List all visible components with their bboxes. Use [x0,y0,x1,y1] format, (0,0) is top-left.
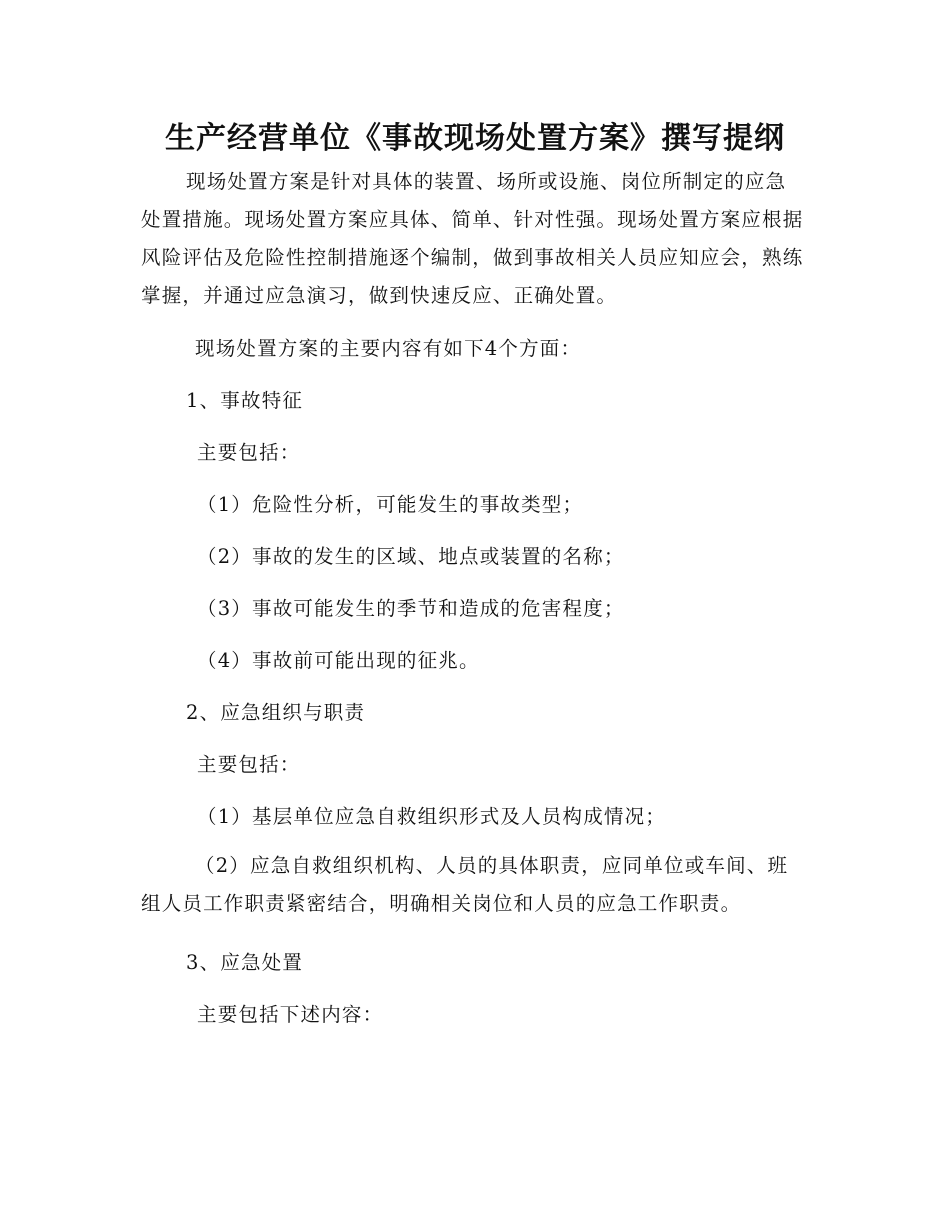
section2-item-1: （1）基层单位应急自救组织形式及人员构成情况； [197,805,667,828]
document-title: 生产经营单位《事故现场处置方案》撰写提纲 [165,121,785,156]
section3-heading: 3、应急处置 [186,951,304,974]
section2-lead: 主要包括： [197,753,301,776]
section1-item-1: （1）危险性分析，可能发生的事故类型； [197,493,584,516]
section2-heading: 2、应急组织与职责 [186,701,366,724]
overview-text: 现场处置方案的主要内容有如下4个方面： [195,337,582,360]
section1-item-2: （2）事故的发生的区域、地点或装置的名称； [197,545,625,568]
section1-item-4: （4）事故前可能出现的征兆。 [197,649,480,672]
section2-item-2: （2）应急自救组织机构、人员的具体职责，应同单位或车间、班组人员工作职责紧密结合，明确相关岗位和人员的应急工作职责。 [141,854,789,915]
section1-item-3: （3）事故可能发生的季节和造成的危害程度； [197,597,625,620]
section1-heading: 1、事故特征 [186,389,304,412]
intro-paragraph: 现场处置方案是针对具体的装置、场所或设施、岗位所制定的应急处置措施。现场处置方案应具体、简单、针对性强。现场处置方案应根据风险评估及危险性控制措施逐个编制，做到事故相关人员应知应会，熟练掌握，并通过应急演习，做到快速反应、正确处置。 [141,170,804,307]
section1-lead: 主要包括： [197,441,301,464]
section3-lead: 主要包括下述内容： [197,1003,384,1026]
